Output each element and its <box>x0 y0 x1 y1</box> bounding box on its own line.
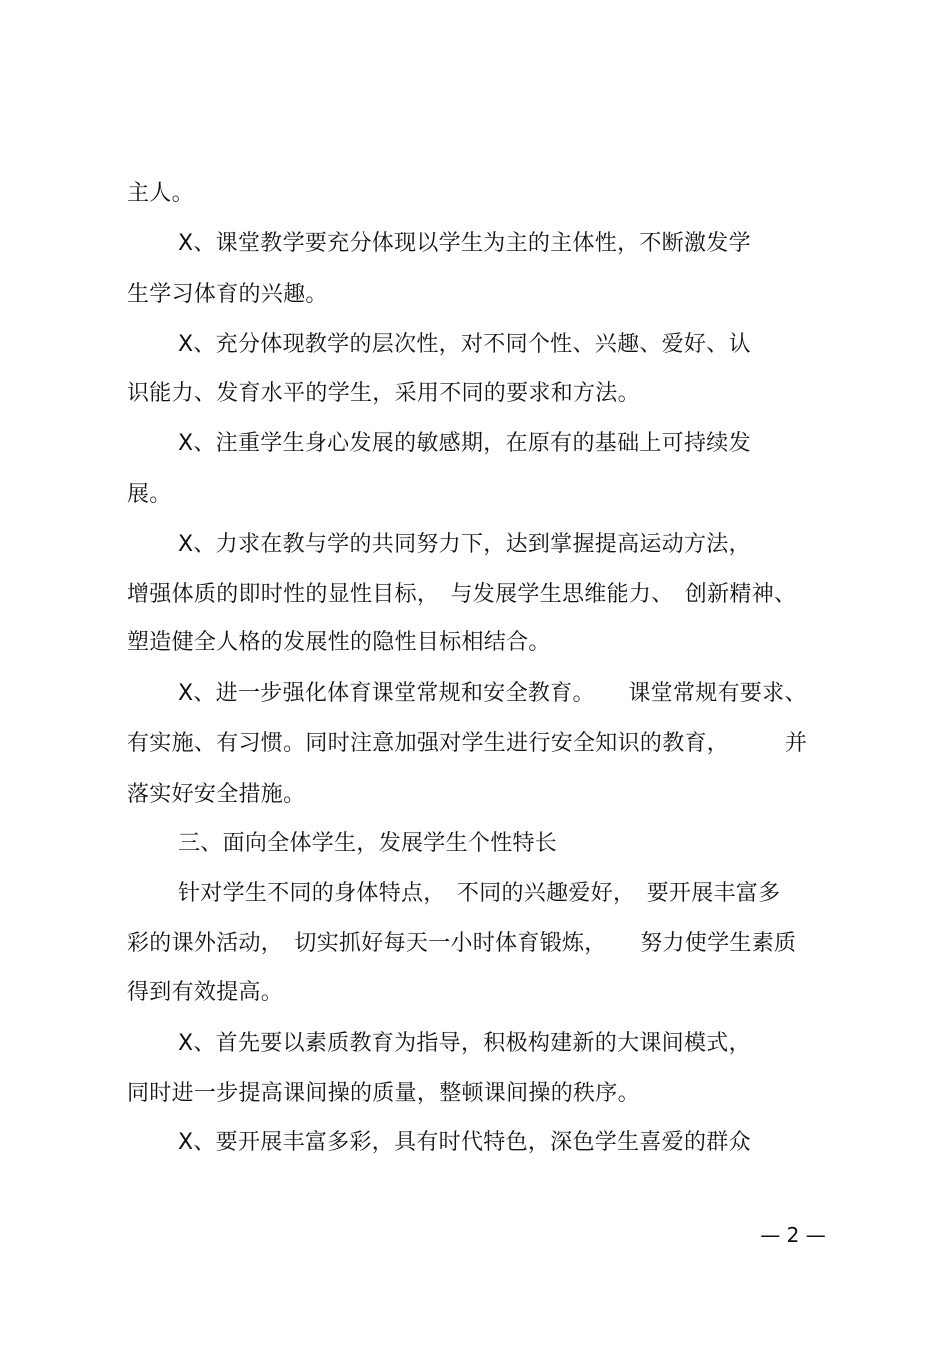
text-line: 针对学生不同的身体特点， 不同的兴趣爱好， 要开展丰富多 <box>178 881 781 906</box>
section-heading: 三、面向全体学生，发展学生个性特长 <box>178 831 558 856</box>
text-line: 主人。 <box>127 181 194 206</box>
text-line: 识能力、发育水平的学生，采用不同的要求和方法。 <box>127 381 640 406</box>
page-number: — 2 — <box>760 1223 826 1247</box>
text-line: 增强体质的即时性的显性目标， 与发展学生思维能力、 创新精神、 <box>127 582 797 607</box>
text-line: 落实好安全措施。 <box>127 782 306 807</box>
text-line: X、注重学生身心发展的敏感期，在原有的基础上可持续发 <box>178 431 751 456</box>
text-line: X、首先要以素质教育为指导，积极构建新的大课间模式， <box>178 1031 751 1056</box>
text-line: 彩的课外活动， 切实抓好每天一小时体育锻炼， 努力使学生素质 <box>127 931 797 956</box>
text-line: X、进一步强化体育课堂常规和安全教育。 课堂常规有要求、 <box>178 681 807 706</box>
text-line: 同时进一步提高课间操的质量，整顿课间操的秩序。 <box>127 1081 640 1106</box>
text-line: 得到有效提高。 <box>127 980 284 1005</box>
text-line: X、要开展丰富多彩，具有时代特色，深色学生喜爱的群众 <box>178 1130 751 1155</box>
text-line: 有实施、有习惯。同时注意加强对学生进行安全知识的教育， 并 <box>127 731 808 756</box>
text-line: X、力求在教与学的共同努力下，达到掌握提高运动方法， <box>178 532 751 557</box>
text-line: 展。 <box>127 482 172 507</box>
text-line: 生学习体育的兴趣。 <box>127 282 328 307</box>
text-line: 塑造健全人格的发展性的隐性目标相结合。 <box>127 630 551 655</box>
text-line: X、充分体现教学的层次性，对不同个性、兴趣、爱好、认 <box>178 332 751 357</box>
text-line: X、课堂教学要充分体现以学生为主的主体性，不断激发学 <box>178 231 751 256</box>
